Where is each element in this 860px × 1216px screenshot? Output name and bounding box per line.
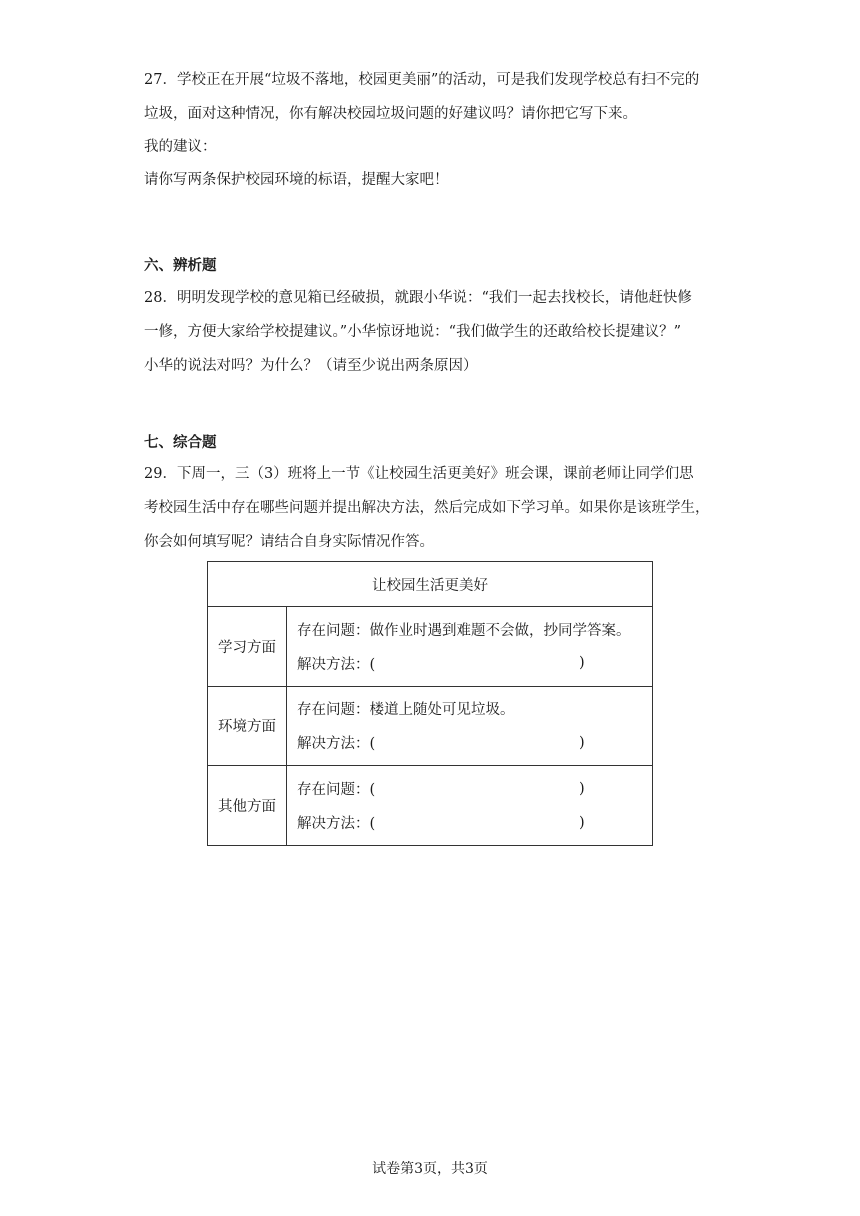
problem-line: [297, 612, 652, 646]
question-27: [144, 68, 724, 192]
problem-text: 存在问题：(: [297, 782, 376, 799]
close-paren: ): [579, 780, 585, 797]
q27-line-1: 27．学校正在开展“垃圾不落地，校园更美丽”的活动，可是我们发现学校总有扫不完的: [144, 72, 700, 88]
q27-line-4: 请你写两条保护校园环境的标语，提醒大家吧！: [144, 172, 449, 188]
q27-line-2: 垃圾，面对这种情况，你有解决校园垃圾问题的好建议吗？请你把它写下来。: [144, 106, 637, 122]
page-footer: 试卷第3页，共3页: [372, 1161, 488, 1177]
q27-line-3: 我的建议：: [144, 139, 217, 155]
solution-line[interactable]: [297, 646, 652, 680]
section-7-heading: 七、综合题: [144, 435, 217, 451]
answer-cell: [287, 766, 653, 846]
close-paren: ): [579, 734, 585, 751]
q28-line-1: 28．明明发现学校的意见箱已经破损，就跟小华说：“我们一起去找校长，请他赶快修: [144, 290, 692, 306]
solution-line[interactable]: [297, 726, 652, 760]
answer-cell: [287, 607, 653, 687]
section-6-heading: 六、辨析题: [144, 258, 217, 274]
q29-line-2: 考校园生活中存在哪些问题并提出解决方法，然后完成如下学习单。如果你是该班学生，: [144, 500, 710, 516]
q28-line-3: 小华的说法对吗？为什么？（请至少说出两条原因）: [144, 358, 478, 374]
close-paren: ): [579, 655, 585, 672]
question-28: [144, 286, 724, 378]
solution-line[interactable]: [297, 806, 652, 840]
problem-line[interactable]: [297, 772, 652, 806]
problem-text: 存在问题：楼道上随处可见垃圾。: [297, 702, 515, 719]
table-row: [208, 766, 653, 846]
q29-line-3: 你会如何填写呢？请结合自身实际情况作答。: [144, 534, 434, 550]
solution-text: 解决方法：(: [297, 816, 376, 833]
table-row: [208, 686, 653, 766]
problem-text: 存在问题：做作业时遇到难题不会做，抄同学答案。: [297, 622, 631, 639]
table-row: [208, 607, 653, 687]
question-29: [144, 462, 724, 554]
aspect-label: 其他方面: [208, 766, 287, 846]
table-title: 让校园生活更美好: [208, 562, 653, 607]
q29-line-1: 29．下周一，三（3）班将上一节《让校园生活更美好》班会课，课前老师让同学们思: [144, 466, 694, 482]
aspect-label: 学习方面: [208, 607, 287, 687]
aspect-label: 环境方面: [208, 686, 287, 766]
solution-text: 解决方法：(: [297, 736, 376, 753]
problem-line: [297, 692, 652, 726]
close-paren: ): [579, 814, 585, 831]
answer-cell: [287, 686, 653, 766]
solution-text: 解决方法：(: [297, 656, 376, 673]
q28-line-2: 一修，方便大家给学校提建议。”小华惊讶地说：“我们做学生的还敢给校长提建议？”: [144, 324, 681, 340]
study-sheet-table: [207, 561, 653, 846]
